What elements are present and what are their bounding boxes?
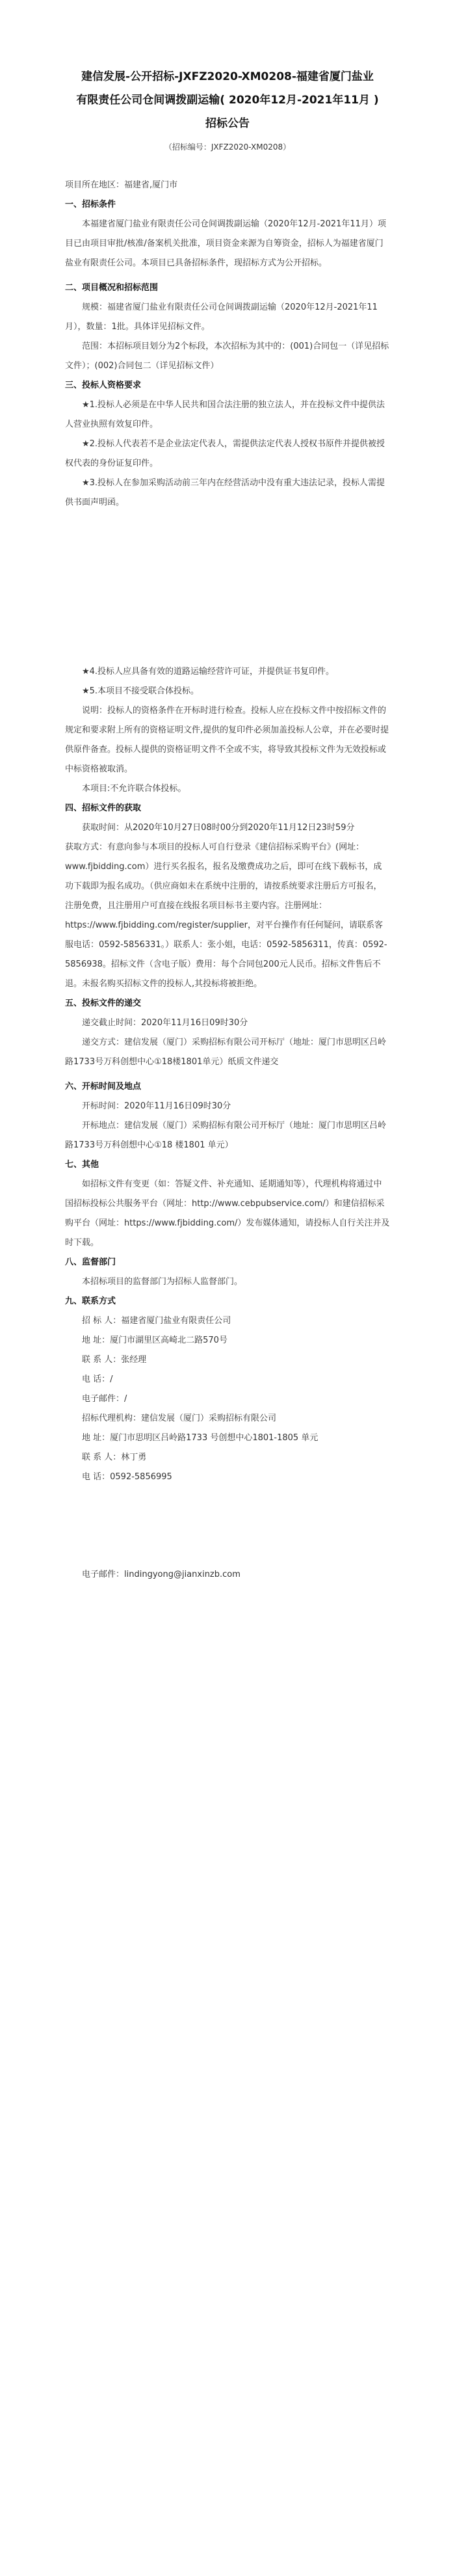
announcement-content: [65, 65, 390, 1585]
opening-time: 开标时间：2020年11月16日09时30分: [82, 1101, 231, 1111]
contact-agent-person: 联 系 人：林丁勇: [82, 1453, 147, 1462]
opening-place: 开标地点：建信发展（厦门）采购招标有限公司开标厅（地址：厦门市思明区吕岭路1733号万科创想中心①18 楼1801 单元）: [65, 1121, 387, 1150]
supervision-text: 本招标项目的监督部门为招标人监督部门。: [82, 1277, 243, 1287]
title-line-1: 建信发展-公开招标-JXFZ2020-XM0208-福建省厦门盐业: [81, 70, 374, 83]
section-heading-6: 六、开标时间及地点: [65, 1082, 142, 1092]
section-heading-4: 四、招标文件的获取: [65, 803, 142, 813]
qualification-note: 说明：投标人的资格条件在开标时进行检查。投标人应在投标文件中按招标文件的规定和要求附上所有的资格证明文件,提供的复印件必须加盖投标人公章，并在必要时提供原件备查。投标人提供的资格证明文件不全或不实，将导致其投标文件为无效投标或中标资格被取消。: [65, 706, 389, 774]
project-scope-text: 范围：本招标项目划分为2个标段，本次招标为其中的：(001)合同包一（详见招标文件）；(002)合同包二（详见招标文件）: [65, 342, 389, 371]
title-line-3: 招标公告: [205, 117, 250, 130]
project-scale-text: 规模：福建省厦门盐业有限责任公司仓间调拨副运输（2020年12月-2021年11月），数量：1批。具体详见招标文件。: [65, 302, 378, 332]
consortium-note: 本项目:不允许联合体投标。: [82, 784, 187, 794]
section-heading-2: 二、项目概况和招标范围: [65, 283, 159, 293]
contact-agent: 招标代理机构：建信发展（厦门）采购招标有限公司: [82, 1414, 277, 1423]
project-location: 项目所在地区：福建省,厦门市: [65, 180, 178, 190]
requirement-2: ★2.投标人代表若不是企业法定代表人，需提供法定代表人授权书原件并提供被授权代表的身份证复印件。: [65, 439, 385, 468]
contact-email: 电子邮件：/: [82, 1394, 127, 1404]
title-line-2: 有限责任公司仓间调拨副运输( 2020年12月-2021年11月 ): [76, 94, 379, 107]
contact-tenderer: 招 标 人：福建省厦门盐业有限责任公司: [82, 1316, 231, 1326]
tender-conditions-text: 本福建省厦门盐业有限责任公司仓间调拨副运输（2020年12月-2021年11月）项目已由项目审批/核准/备案机关批准，项目资金来源为自筹资金，招标人为福建省厦门盐业有限责任公司。本项目已具备招标条件，现招标方式为公开招标。: [65, 219, 386, 268]
contact-address: 地 址：厦门市湖里区高崎北二路570号: [82, 1335, 228, 1345]
contact-block: [65, 1311, 390, 1585]
acquisition-method: 获取方式：有意向参与本项目的投标人可自行登录《建信招标采购平台》(网址：www.fjbidding.com）进行买名报名，报名及缴费成功之后，即可在线下载标书，成功下载即为报名成功。（供应商如未在系统中注册的，请按系统要求注册后方可报名，注册免费，且注册用户可直接在线报名项目标书主要内容。注册网址：https://www.fjbidding.com/register/supplier，对平台操作有任何疑问，请联系客服电话：0592-5856331。）联系人：张小姐，电话：0592-5856311，传真：0592-5856938。招标文件（含电子版）费用：每个合同包200元人民币。招标文件售后不退。未报名购买招标文件的投标人,其投标将被拒绝。: [65, 842, 387, 989]
section-heading-8: 八、监督部门: [65, 1257, 116, 1267]
project-number: （招标编号：JXFZ2020-XM0208）: [164, 142, 291, 152]
acquisition-time: 获取时间：从2020年10月27日08时00分到2020年11月12日23时59分: [82, 823, 355, 833]
section-heading-3: 三、投标人资格要求: [65, 381, 142, 390]
requirement-5: ★5.本项目不接受联合体投标。: [82, 686, 200, 696]
contact-agent-phone: 电 话：0592-5856995: [82, 1472, 172, 1482]
submission-method: 递交方式：建信发展（厦门）采购招标有限公司开标厅（地址：厦门市思明区吕岭路1733号万科创想中心①18楼1801单元）纸质文件递交: [65, 1038, 387, 1067]
other-info-text: 如招标文件有变更（如：答疑文件、补充通知、延期通知等），代理机构将通过中国招标投标公共服务平台（网址：http://www.cebpubservice.com/）和建信招标采购平台（网址：https://www.fjbidding.com/）发布媒体通知，请投标人自行关注并及时下载。: [65, 1179, 390, 1248]
section-heading-5: 五、投标文件的递交: [65, 999, 142, 1008]
requirement-3: ★3.投标人在参加采购活动前三年内在经营活动中没有重大违法记录，投标人需提供书面声明函。: [65, 478, 385, 507]
contact-agent-address: 地 址：厦门市思明区吕岭路1733 号创想中心1801-1805 单元: [82, 1433, 318, 1443]
requirement-4: ★4.投标人应具备有效的道路运输经营许可证，并提供证书复印件。: [82, 667, 335, 677]
requirement-1: ★1.投标人必须是在中华人民共和国合法注册的独立法人，并在投标文件中提供法人营业执照有效复印件。: [65, 400, 385, 429]
section-heading-7: 七、其他: [65, 1160, 99, 1170]
submission-deadline: 递交截止时间：2020年11月16日09时30分: [82, 1018, 248, 1028]
contact-phone: 电 话：/: [82, 1375, 113, 1384]
section-heading-1: 一、招标条件: [65, 200, 116, 209]
contact-agent-email: 电子邮件：lindingyong@jianxinzb.com: [82, 1570, 240, 1579]
section-heading-9: 九、联系方式: [65, 1296, 116, 1306]
document-title: [65, 65, 390, 135]
contact-person: 联 系 人：张经理: [82, 1355, 147, 1365]
